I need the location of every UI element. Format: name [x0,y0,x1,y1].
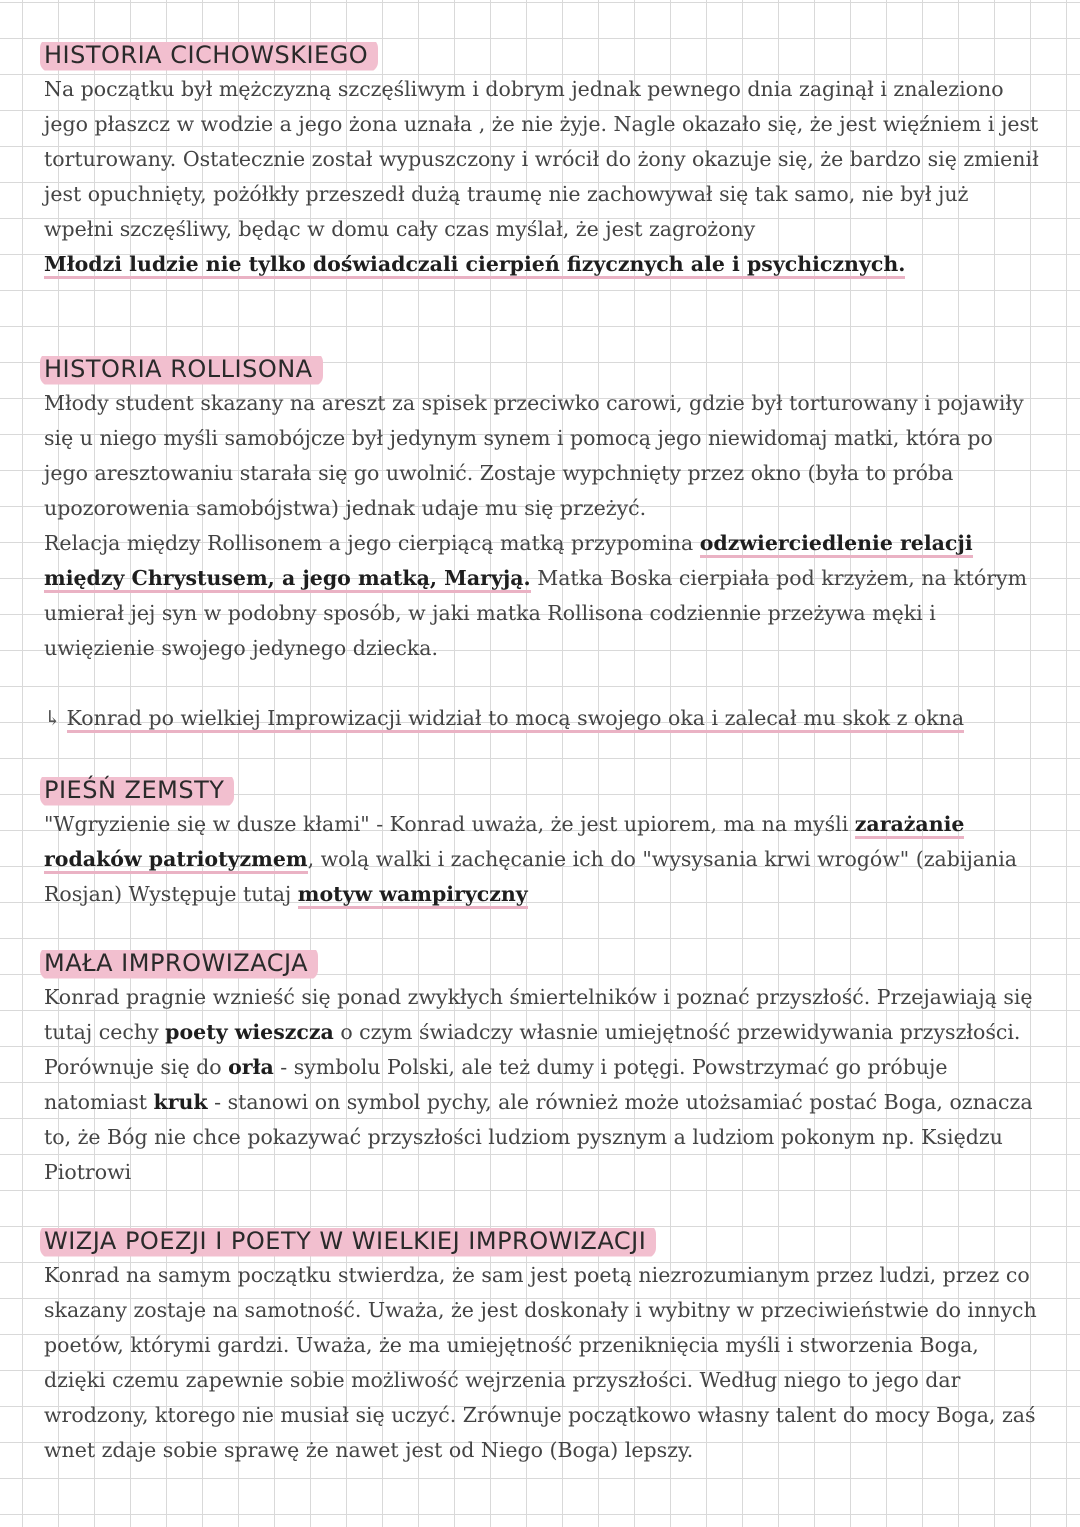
section-text [40,807,1040,912]
paragraph: Młody student skazany na areszt za spisek przeciwko carowi, gdzie był torturowany i pojawiły się u niego myśli samobójcze był jedynym synem i pomocą jego niewidomaj matki, która po jego aresztowaniu starała się go uwolnić. Zostaje wypchnięty przez okno (była to próba upozorowenia samobójstwa) jednak udaje mu się przeżyć. [44,391,1024,520]
bold-phrase: kruk [153,1090,208,1114]
section-rollison [40,352,1040,736]
paragraph: Matka Boska cierpiała pod krzyżem, na którym umierał jej syn w podobny sposób, w jaki matka Rollisona codziennie przeżywa męki i uwięzienie swojego jedynego dziecka. [44,566,1028,660]
section-text [40,72,1040,282]
bold-phrase: orła [228,1055,274,1079]
note-text: Konrad po wielkiej Improwizacji widział to mocą swojego oka i zalecał mu skok z okna [67,706,965,733]
text-fragment: - symbolu Polski, ale też dumy i potęgi. Powstrzymać go próbuje natomiast [44,1055,948,1114]
section-heading: HISTORIA ROLLISONA [40,352,323,386]
section-piesn-zemsty [40,773,1040,912]
note-line [40,701,1040,736]
bold-phrase: zarażanie rodaków patriotyzmem [44,812,964,874]
section-wizja-poezji [40,1224,1040,1468]
section-heading: WIZJA POEZJI I POETY W WIELKIEJ IMPROWIZACJI [40,1224,656,1258]
text-fragment: "Wgryzienie się w dusze kłami" - Konrad uważa, że jest upiorem, ma na myśli [44,812,855,836]
arrow-icon: ↳ [44,706,62,730]
section-text [40,386,1040,666]
text-fragment: o czym świadczy własnie umiejętność przewidywania przyszłości. Porównuje się do [44,1020,1021,1079]
bold-phrase: odzwierciedlenie relacji między Chrystusem, a jego matką, Maryją. [44,531,973,593]
bold-statement: Młodzi ludzie nie tylko doświadczali cierpień fizycznych ale i psychicznych. [44,252,905,279]
text-fragment: - stanowi on symbol pychy, ale również może utożsamiać postać Boga, oznacza to, że Bóg nie chce pokazywać przyszłości ludziom pysznym a ludziom pokonym np. Księdzu Piotrowi [44,1090,1033,1184]
text-fragment: Konrad pragnie wznieść się ponad zwykłych śmiertelników i poznać przyszłość. Przejawiają się tutaj cechy [44,985,1033,1044]
paragraph: Relacja między Rollisonem a jego cierpiącą matką przypomina [44,531,700,555]
section-heading: MAŁA IMPROWIZACJA [40,946,318,980]
section-mala-improwizacja [40,946,1040,1190]
text-fragment: , wolą walki i zachęcanie ich do "wysysania krwi wrogów" (zabijania Rosjan) Występuje tutaj [44,847,1018,906]
section-text: Konrad na samym początku stwierdza, że sam jest poetą niezrozumianym przez ludzi, przez co skazany zostaje na samotność. Uważa, że jest doskonały i wybitny w przeciwieństwie do innych poetów, którymi gardzi. Uważa, że ma umiejętność przeniknięcia myśli i stworzenia Boga, dzięki czemu zapewnie sobie możliwość wejrzenia przyszłości. Według niego to jego dar wrodzony, ktorego nie musiał się uczyć. Zrównuje początkowo własny talent do mocy Boga, zaś wnet zdaje sobie sprawę że nawet jest od Niego (Boga) lepszy. [44,1263,1037,1462]
paragraph: Na początku był mężczyzną szczęśliwym i dobrym jednak pewnego dnia zaginął i znaleziono jego płaszcz w wodzie a jego żona uznała , że nie żyje. Nagle okazało się, że jest więźniem i jest torturowany. Ostatecznie został wypuszczony i wrócił do żony okazuje się, że bardzo się zmienił jest opuchnięty, pożółkły przeszedł dużą traumę nie zachowywał się tak samo, nie był już wpełni szczęśliwy, będąc w domu cały czas myślał, że jest zagrożony [44,77,1039,241]
bold-phrase: poety wieszcza [165,1020,334,1044]
bold-phrase: motyw wampiryczny [298,882,528,909]
section-heading: PIEŚŃ ZEMSTY [40,773,234,807]
section-text [40,980,1040,1190]
section-cichowski [40,38,1040,282]
section-heading: HISTORIA CICHOWSKIEGO [40,38,378,72]
